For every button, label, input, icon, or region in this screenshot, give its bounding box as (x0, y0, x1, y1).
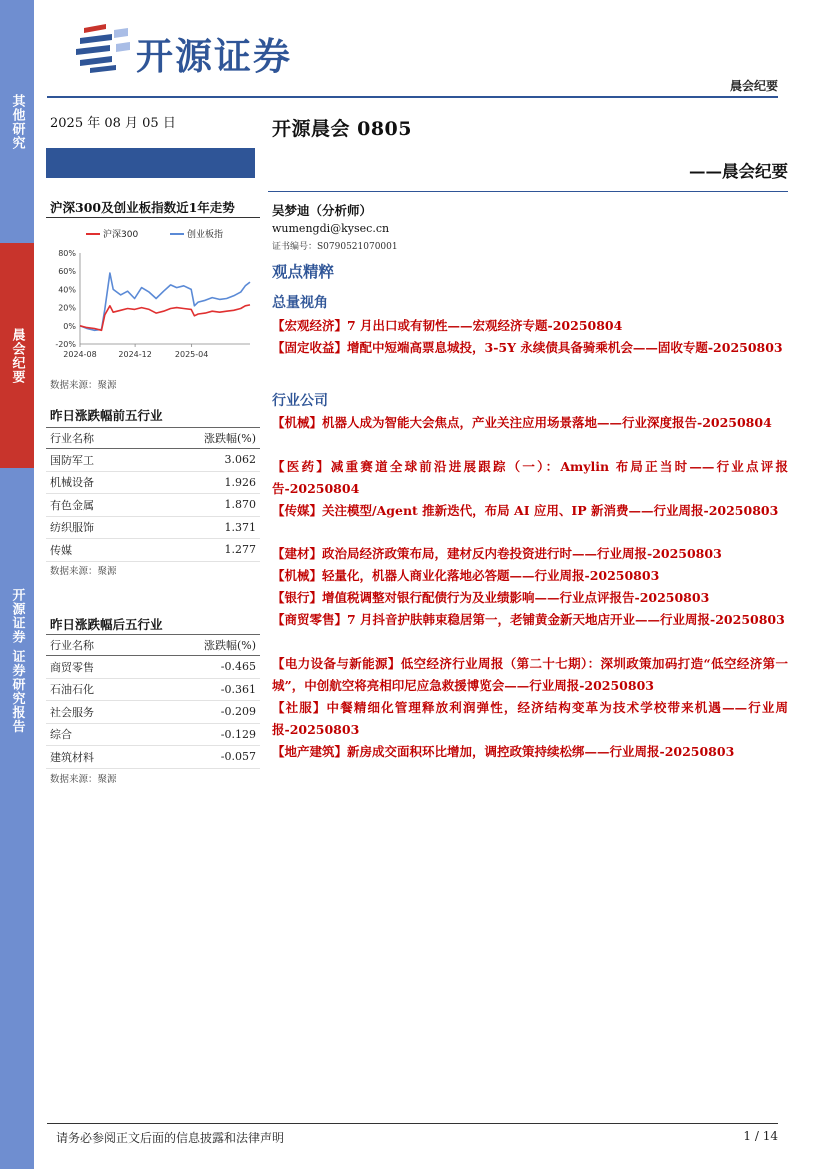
industry-change: -0.129 (145, 723, 260, 746)
x-tick-label: 2024-12 (118, 350, 152, 359)
y-tick-label: 80% (58, 249, 76, 258)
macro-heading: 总量视角 (272, 295, 328, 311)
table-row (46, 449, 260, 472)
industry-change: 1.277 (145, 539, 260, 562)
report-link[interactable]: 【固定收益】增配中短端高票息城投，3-5Y 永续债具备骑乘机会——固收专题-20250803 (272, 340, 783, 355)
table-row (46, 539, 260, 562)
sidebar-strip-mid (0, 243, 34, 468)
footer-disclaimer: 请务必参阅正文后面的信息披露和法律声明 (56, 1131, 285, 1145)
industry-name: 建筑材料 (46, 746, 145, 769)
title-divider (268, 191, 788, 192)
bottom5-source: 数据来源：聚源 (50, 774, 117, 785)
sidebar-strip-bottom (0, 468, 34, 1169)
y-tick-label: 60% (58, 267, 76, 277)
table-row (46, 494, 260, 517)
industry-name: 商贸零售 (46, 656, 145, 679)
chart-title: 沪深300及创业板指数近1年走势 (50, 200, 235, 215)
legend-label: 沪深300 (103, 230, 139, 240)
industry-name: 有色金属 (46, 494, 145, 517)
sidebar-strip-top (0, 0, 34, 243)
table-header-row (46, 428, 260, 449)
report-link[interactable]: 【建材】政治局经济政策布局，建材反内卷投资进行时——行业周报-20250803 (272, 546, 722, 561)
chart-source: 数据来源：聚源 (50, 380, 117, 391)
analyst-cert: 证书编号：S0790521070001 (272, 242, 398, 252)
y-tick-label: 0% (63, 321, 76, 331)
report-link[interactable]: 【传媒】关注模型/Agent 推新迭代，布局 AI 应用、IP 新消费——行业周报-20250803 (272, 503, 779, 518)
index-trend-chart (46, 222, 260, 370)
industry-change: -0.465 (145, 656, 260, 679)
report-link[interactable]: 【社服】中餐精细化管理释放利润弹性，经济结构变革为技术学校带来机遇——行业周报-20250803 (272, 700, 788, 737)
report-link[interactable]: 【商贸零售】7 月抖音护肤韩束稳居第一，老铺黄金新天地店开业——行业周报-20250803 (272, 612, 785, 627)
industry-name: 传媒 (46, 539, 145, 562)
series-line-chinext (80, 273, 250, 330)
top5-table (46, 427, 260, 562)
industry-change: 3.062 (145, 449, 260, 472)
sidebar-label-brand: 开源证券 证券研究报告 (9, 588, 25, 734)
table-row (46, 516, 260, 539)
table-row (46, 656, 260, 679)
column-header-industry: 行业名称 (46, 635, 145, 656)
report-link[interactable]: 【银行】增值税调整对银行配债行为及业绩影响——行业点评报告-20250803 (272, 590, 710, 605)
bottom5-title: 昨日涨跌幅后五行业 (50, 617, 163, 632)
report-link[interactable]: 【医药】减重赛道全球前沿进展跟踪（一）：Amylin 布局正当时——行业点评报告-20250804 (272, 459, 788, 496)
y-tick-label: 20% (58, 303, 76, 313)
report-link[interactable]: 【电力设备与新能源】低空经济行业周报（第二十七期）：深圳政策加码打造“低空经济第一城”，中创航空将亮相印尼应急救援博览会——行业周报-20250803 (272, 656, 788, 693)
company-logo-text: 开源证券 (136, 35, 292, 78)
industry-change: 1.926 (145, 471, 260, 494)
report-date: 2025 年 08 月 05 日 (50, 116, 176, 131)
industry-change: 1.371 (145, 516, 260, 539)
x-tick-label: 2025-04 (174, 350, 209, 359)
table-row (46, 701, 260, 724)
table-row (46, 723, 260, 746)
column-header-industry: 行业名称 (46, 428, 145, 449)
date-banner (46, 148, 255, 178)
y-tick-label: -20% (55, 340, 76, 349)
industry-name: 纺织服饰 (46, 516, 145, 539)
sidebar-label-other-research: 其他研究 (9, 93, 25, 150)
table-row (46, 678, 260, 701)
top5-title: 昨日涨跌幅前五行业 (50, 408, 163, 423)
legend-label: 创业板指 (187, 230, 224, 240)
analyst-email: wumengdi@kysec.cn (272, 222, 390, 235)
table-header-row (46, 635, 260, 656)
industry-change: -0.057 (145, 746, 260, 769)
footer-divider (47, 1123, 778, 1124)
industry-name: 石油石化 (46, 678, 145, 701)
page-number: 1 / 14 (743, 1129, 778, 1143)
top5-source: 数据来源：聚源 (50, 566, 117, 577)
industry-name: 社会服务 (46, 701, 145, 724)
page-subtitle: ——晨会纪要 (689, 162, 788, 181)
x-tick-label: 2024-08 (63, 350, 97, 359)
industry-name: 机械设备 (46, 471, 145, 494)
analyst-name: 吴梦迪（分析师） (272, 203, 373, 218)
column-header-change: 涨跌幅(%) (145, 428, 260, 449)
column-header-change: 涨跌幅(%) (145, 635, 260, 656)
y-tick-label: 40% (58, 285, 76, 295)
report-link[interactable]: 【机械】轻量化，机器人商业化落地必答题——行业周报-20250803 (272, 568, 660, 583)
industry-heading: 行业公司 (272, 393, 328, 409)
header-report-type: 晨会纪要 (729, 79, 778, 93)
report-link[interactable]: 【宏观经济】7 月出口或有韧性——宏观经济专题-20250804 (272, 318, 623, 333)
views-heading: 观点精粹 (272, 262, 335, 281)
chart-title-divider (46, 217, 260, 218)
industry-name: 综合 (46, 723, 145, 746)
industry-change: -0.209 (145, 701, 260, 724)
table-row (46, 471, 260, 494)
header-divider (47, 96, 778, 98)
page-title: 开源晨会 0805 (272, 118, 412, 140)
report-link[interactable]: 【地产建筑】新房成交面积环比增加，调控政策持续松绑——行业周报-20250803 (272, 744, 735, 759)
industry-name: 国防军工 (46, 449, 145, 472)
bottom5-table (46, 634, 260, 769)
table-row (46, 746, 260, 769)
industry-change: -0.361 (145, 678, 260, 701)
sidebar-label-morning-meeting: 晨会纪要 (9, 327, 25, 384)
report-link[interactable]: 【机械】机器人成为智能大会焦点，产业关注应用场景落地——行业深度报告-20250804 (272, 415, 772, 430)
industry-change: 1.870 (145, 494, 260, 517)
